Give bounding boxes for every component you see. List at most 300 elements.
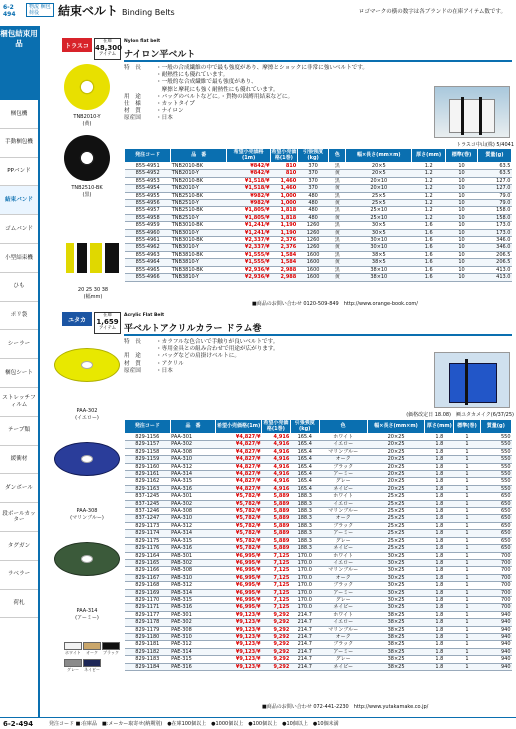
table-cell: PAA-314 [170,471,216,478]
table-cell: 480 [297,200,329,207]
table-cell: ¥4,827/¥ [216,441,262,448]
table-cell: 黒 [329,251,346,258]
table-cell: 1 [454,633,480,640]
sidebar-item[interactable]: 梱包機 [0,100,38,129]
table-cell: 7,125 [261,582,290,589]
table-cell: ¥1,241/¥ [227,229,271,236]
table-cell: 1.8 [425,471,454,478]
usage-photo [434,86,510,138]
table-cell: ホワイト [319,552,367,559]
table-cell: 1 [454,515,480,522]
table-cell: 855-4957 [125,207,171,214]
table-cell: 214.7 [290,663,319,670]
feature-key: 用 途 [124,353,141,360]
table-cell: 30×25 [367,604,425,611]
table-cell: 165.4 [290,441,319,448]
header-note: ロゴマークの横の数字は各ブランドの在庫アイテム数です。 [358,9,506,15]
table-cell: 25×25 [367,508,425,515]
table-cell: 206.5 [477,251,511,258]
table-cell: 829-1174 [125,530,171,537]
table-cell: 黄 [329,229,346,236]
table-cell: 1.8 [425,515,454,522]
table-cell: 4,916 [261,434,290,441]
table-cell: 20×10 [346,185,412,192]
table-cell: 1.8 [425,463,454,470]
table-cell: ¥2,337/¥ [227,244,271,251]
table-cell: PAB-310 [170,574,216,581]
table-cell: 170.0 [290,567,319,574]
table-cell: 1.6 [412,229,446,236]
table-cell: アーミー [319,648,367,655]
table-cell: 855-4961 [125,237,171,244]
table-cell: ¥4,827/¥ [216,463,262,470]
table-cell: 5,889 [261,508,290,515]
table-cell: 20×25 [367,463,425,470]
table-cell: 10 [446,214,478,221]
sidebar-item[interactable]: ダンボール [0,474,38,503]
table-cell: 650 [480,500,511,507]
table-cell: 370 [297,170,329,177]
table-cell: 829-1166 [125,567,171,574]
table-cell: 413.0 [477,274,511,281]
contact-note: ■商品のお問い合わせ 072-441-2230 http://www.yutakamake.co.jp/ [262,704,429,710]
table-cell: 38×25 [367,656,425,663]
table-cell: 38×25 [367,648,425,655]
table-cell: 1260 [297,229,329,236]
table-row [125,471,512,478]
table-cell: 346.0 [477,237,511,244]
table-cell: 1.8 [425,567,454,574]
table-cell: 346.0 [477,244,511,251]
table-cell: 700 [480,552,511,559]
table-cell: 黄 [329,274,346,281]
table-cell: 1 [454,478,480,485]
table-cell: ¥5,782/¥ [216,508,262,515]
table-cell: ¥4,827/¥ [216,478,262,485]
table-cell: 30×25 [367,582,425,589]
table-cell: 188.3 [290,508,319,515]
title-rule [124,60,512,62]
table-cell: 20×25 [367,471,425,478]
table-cell: 837-1245 [125,493,171,500]
swatch-chip [64,642,82,650]
table-cell: 63.5 [477,170,511,177]
table-cell: 700 [480,582,511,589]
stock-count: 48,300 [95,43,123,52]
table-cell: 10 [446,259,478,266]
table-cell: ¥4,827/¥ [216,456,262,463]
table-cell: 1.6 [412,237,446,244]
table-cell: ¥9,123/¥ [216,656,262,663]
table-cell: 7,125 [261,552,290,559]
table-cell: 170.0 [290,574,319,581]
table-cell: PAA-301 [170,434,216,441]
table-cell: 550 [480,456,511,463]
table-row [125,663,512,670]
table-cell: 650 [480,545,511,552]
table-cell: 1 [454,567,480,574]
table-cell: ¥982/¥ [227,200,271,207]
feature-text: ・カットタイプ [156,101,195,108]
sidebar-item[interactable]: ゴムバンド [0,215,38,244]
table-cell: PAE-314 [170,648,216,655]
table-cell: 黒 [329,207,346,214]
sidebar-head-label: 梱包結束用品 [0,29,38,48]
table-cell: 1 [454,471,480,478]
table-cell: 1,584 [271,259,298,266]
sidebar-item[interactable]: 梱包シート [0,359,38,388]
table-cell: ¥1,805/¥ [227,214,271,221]
image-caption: TNB2510-BK (黒) [71,185,103,198]
table-cell: 25×25 [367,493,425,500]
table-cell: 79.0 [477,200,511,207]
table-cell: 4,916 [261,463,290,470]
table-row [125,559,512,566]
table-cell: 1,190 [271,222,298,229]
table-cell: 1.2 [412,170,446,177]
table-cell: 165.4 [290,485,319,492]
table-cell: 30×25 [367,574,425,581]
table-cell: 1600 [297,266,329,273]
table-cell: TNB3010-BK [171,222,227,229]
column-header: 発注コード [125,420,171,434]
table-cell: 829-1164 [125,552,171,559]
table-cell: ¥4,827/¥ [216,434,262,441]
feature-key [124,72,156,79]
table-row [125,508,512,515]
table-row [125,500,512,507]
image-caption: PAA-314 (アーミー) [75,608,99,621]
feature-row [124,368,424,375]
table-cell: マリンブルー [319,448,367,455]
table-cell: 30×25 [367,589,425,596]
table-cell: 4,916 [261,448,290,455]
table-cell: 1.8 [425,559,454,566]
table-row [125,185,512,192]
feature-row [124,94,424,101]
table-cell: ¥5,782/¥ [216,530,262,537]
table-cell: 1 [454,648,480,655]
table-cell: 1 [454,619,480,626]
sidebar-item[interactable]: 小型結束機 [0,244,38,273]
table-cell: オーク [319,633,367,640]
stock-count: 1,659 [96,317,119,326]
table-row [125,619,512,626]
table-cell: ブラック [319,582,367,589]
spec-table-acrylic [124,419,512,671]
table-cell: 855-4966 [125,274,171,281]
table-cell: 1.6 [412,222,446,229]
table-cell: ¥1,555/¥ [227,251,271,258]
table-cell: 30×25 [367,552,425,559]
table-cell: 837-1246 [125,508,171,515]
table-cell: 829-1181 [125,641,171,648]
category-label: 物流 梱包 荷役 [26,3,54,17]
table-cell: 7,125 [261,604,290,611]
table-cell: 829-1179 [125,626,171,633]
table-cell: 20×25 [367,448,425,455]
table-cell: 10 [446,177,478,184]
table-cell: 940 [480,656,511,663]
table-cell: 5,889 [261,545,290,552]
sidebar-item[interactable]: 結束バンド [0,186,38,215]
table-cell: 1.8 [425,611,454,618]
table-cell: 829-1162 [125,478,171,485]
page-code: 6-2 494 [3,4,16,18]
table-cell: 650 [480,493,511,500]
table-cell: 7,125 [261,596,290,603]
table-cell: 1.8 [425,448,454,455]
sidebar-item[interactable]: タグガン [0,532,38,561]
column-header: 発注コード [125,149,171,163]
table-cell: 20×25 [367,456,425,463]
table-row [125,648,512,655]
column-header: 質量(g) [477,149,511,163]
sidebar-item[interactable]: シーラー [0,330,38,359]
table-cell: 1260 [297,244,329,251]
title-rule [124,334,512,336]
usage-photo [434,352,510,408]
table-cell: 480 [297,214,329,221]
table-cell: 829-1167 [125,574,171,581]
sidebar-item[interactable]: 緩衝材 [0,446,38,475]
table-cell: 413.0 [477,266,511,273]
table-row [125,552,512,559]
color-swatch [64,659,82,673]
category-sidebar [0,26,38,718]
table-row [125,604,512,611]
table-cell: 855-4965 [125,266,171,273]
table-cell: 829-1169 [125,589,171,596]
feature-key: 原産国 [124,367,141,374]
table-row [125,214,512,221]
table-cell: 1.2 [412,214,446,221]
table-cell: 855-4952 [125,170,171,177]
feature-key: 仕 様 [124,101,141,108]
table-cell: オーク [319,456,367,463]
product-title: ナイロン平ベルト [124,50,196,60]
table-cell: 855-4960 [125,229,171,236]
feature-list [124,339,424,375]
sidebar-item[interactable]: 手動梱包機 [0,129,38,158]
table-cell: TNB3810-BK [171,251,227,258]
table-cell: ¥5,782/¥ [216,500,262,507]
table-cell: 20×25 [367,434,425,441]
section-acrylic-belt [42,312,514,718]
sidebar-item[interactable]: 荷札 [0,590,38,619]
table-row [125,493,512,500]
table-row [125,200,512,207]
table-cell: 1.8 [425,604,454,611]
table-cell: 1 [454,530,480,537]
table-cell: 700 [480,567,511,574]
table-row [125,522,512,529]
table-row [125,448,512,455]
stock-badge [94,38,121,60]
brand-logo-trusco: トラスコ [62,38,92,52]
table-cell: 480 [297,192,329,199]
table-cell: 2,988 [271,274,298,281]
color-swatches [64,642,124,676]
table-row [125,259,512,266]
color-swatch [64,642,82,656]
table-cell: ¥5,782/¥ [216,545,262,552]
table-cell: 9,292 [261,656,290,663]
image-caption: TNB2010-Y (黄) [73,114,101,127]
table-cell: 4,916 [261,441,290,448]
sidebar-item[interactable]: ポリ袋 [0,302,38,331]
table-cell: 829-1170 [125,596,171,603]
table-cell: グレー [319,478,367,485]
table-cell: 1.8 [425,589,454,596]
table-cell: 1.8 [425,530,454,537]
table-cell: 20×5 [346,170,412,177]
table-row [125,237,512,244]
column-header: 質量(g) [480,420,511,434]
table-cell: TNB2510-Y [171,214,227,221]
sidebar-item[interactable]: ラベラー [0,561,38,590]
column-header: 引張強度(kg) [297,149,329,163]
table-cell: 9,292 [261,619,290,626]
table-cell: PAA-302 [170,500,216,507]
table-cell: 黄 [329,259,346,266]
table-cell: 170.0 [290,589,319,596]
table-cell: 黄 [329,170,346,177]
table-row [125,574,512,581]
table-cell: 1 [454,596,480,603]
table-cell: 10 [446,192,478,199]
table-cell: PAB-301 [170,552,216,559]
table-cell: PAA-316 [170,545,216,552]
stock-unit: アイテム [98,325,117,331]
swatch-label: オーク [86,650,98,655]
table-cell: 1600 [297,274,329,281]
feature-key [124,87,156,94]
table-row [125,441,512,448]
table-cell: 855-4953 [125,177,171,184]
table-cell: 1 [454,485,480,492]
page-number: 6-2-494 [3,719,34,728]
feature-text: 摩擦と摩耗にも強く耐熱性にも優れています。 [156,86,279,93]
table-cell: 214.7 [290,619,319,626]
footer-legend: 発注コード ■:在庫品 ■:メーカー取寄せ(納期別) ●在庫100個以上 ●1000個以上 ●100個以上 ●10個以上 ●10個未満 [49,721,339,727]
table-cell: 837-1245 [125,500,171,507]
table-cell: オーク [319,574,367,581]
table-cell: ¥1,805/¥ [227,207,271,214]
table-cell: PAB-315 [170,596,216,603]
table-cell: PAA-315 [170,478,216,485]
table-cell: 10 [446,266,478,273]
table-row [125,567,512,574]
feature-key: 原産国 [124,115,141,122]
table-cell: 1.8 [425,500,454,507]
table-cell: TNB2010-BK [171,177,227,184]
table-cell: 1.8 [425,434,454,441]
table-cell: 214.7 [290,656,319,663]
table-cell: PAB-314 [170,589,216,596]
table-cell: 5,889 [261,530,290,537]
table-cell: 30×5 [346,229,412,236]
yellow-belt-roll-image [64,64,110,110]
table-cell: PAB-316 [170,604,216,611]
table-cell: 黒 [329,163,346,170]
table-cell: 1 [454,500,480,507]
table-cell: 1.8 [425,441,454,448]
table-cell: 1260 [297,237,329,244]
table-cell: 1.8 [425,537,454,544]
table-cell: 829-1161 [125,471,171,478]
table-cell: TNB2010-BK [171,163,227,170]
table-cell: 20×5 [346,163,412,170]
column-header: 品 番 [171,149,227,163]
table-cell: 188.3 [290,545,319,552]
table-cell: ¥6,995/¥ [216,582,262,589]
table-cell: 5,889 [261,522,290,529]
image-caption: PAA-302 (イエロー) [75,408,99,421]
table-cell: PAA-312 [170,522,216,529]
table-cell: 1.8 [425,663,454,670]
table-cell: 940 [480,663,511,670]
table-cell: イエロー [319,619,367,626]
table-cell: 黒 [329,222,346,229]
table-cell: 158.0 [477,207,511,214]
table-cell: PAA-312 [170,463,216,470]
sidebar-item[interactable]: ひも [0,273,38,302]
table-cell: 1.8 [425,545,454,552]
table-cell: 829-1156 [125,434,171,441]
table-cell: 1 [454,522,480,529]
table-row [125,596,512,603]
table-cell: PAA-316 [170,485,216,492]
table-cell: 10 [446,207,478,214]
table-cell: 188.3 [290,493,319,500]
table-cell: 855-4951 [125,163,171,170]
table-cell: 127.0 [477,185,511,192]
table-cell: 20×10 [346,177,412,184]
table-cell: 1 [454,545,480,552]
table-cell: 25×10 [346,214,412,221]
sidebar-item[interactable]: PPバンド [0,158,38,187]
table-cell: 829-1165 [125,559,171,566]
table-cell: イエロー [319,500,367,507]
table-cell: 829-1182 [125,648,171,655]
color-swatch [102,642,120,656]
table-cell: 188.3 [290,500,319,507]
table-cell: 黄 [329,214,346,221]
table-cell: 38×5 [346,251,412,258]
sizes-caption: 20 25 30 38 (幅mm) [77,287,109,300]
column-header: 色 [329,149,346,163]
table-cell: 810 [271,170,298,177]
table-row [125,266,512,273]
table-cell: 1.8 [425,552,454,559]
column-header: 標準(巻) [454,420,480,434]
sidebar-item[interactable]: ストレッチフィルム [0,388,38,417]
table-cell: 25×25 [367,545,425,552]
table-cell: 25×25 [367,500,425,507]
swatch-chip [83,642,101,650]
table-cell: 188.3 [290,522,319,529]
column-header: 幅×長さ(mm×m) [346,149,412,163]
table-cell: PAE-312 [170,641,216,648]
table-cell: TNB2010-Y [171,185,227,192]
table-row [125,229,512,236]
table-cell: イエロー [319,559,367,566]
sidebar-item[interactable]: 段ボールカッター [0,503,38,532]
sidebar-item[interactable]: テープ類 [0,417,38,446]
table-cell: 855-4954 [125,185,171,192]
table-cell: 550 [480,441,511,448]
